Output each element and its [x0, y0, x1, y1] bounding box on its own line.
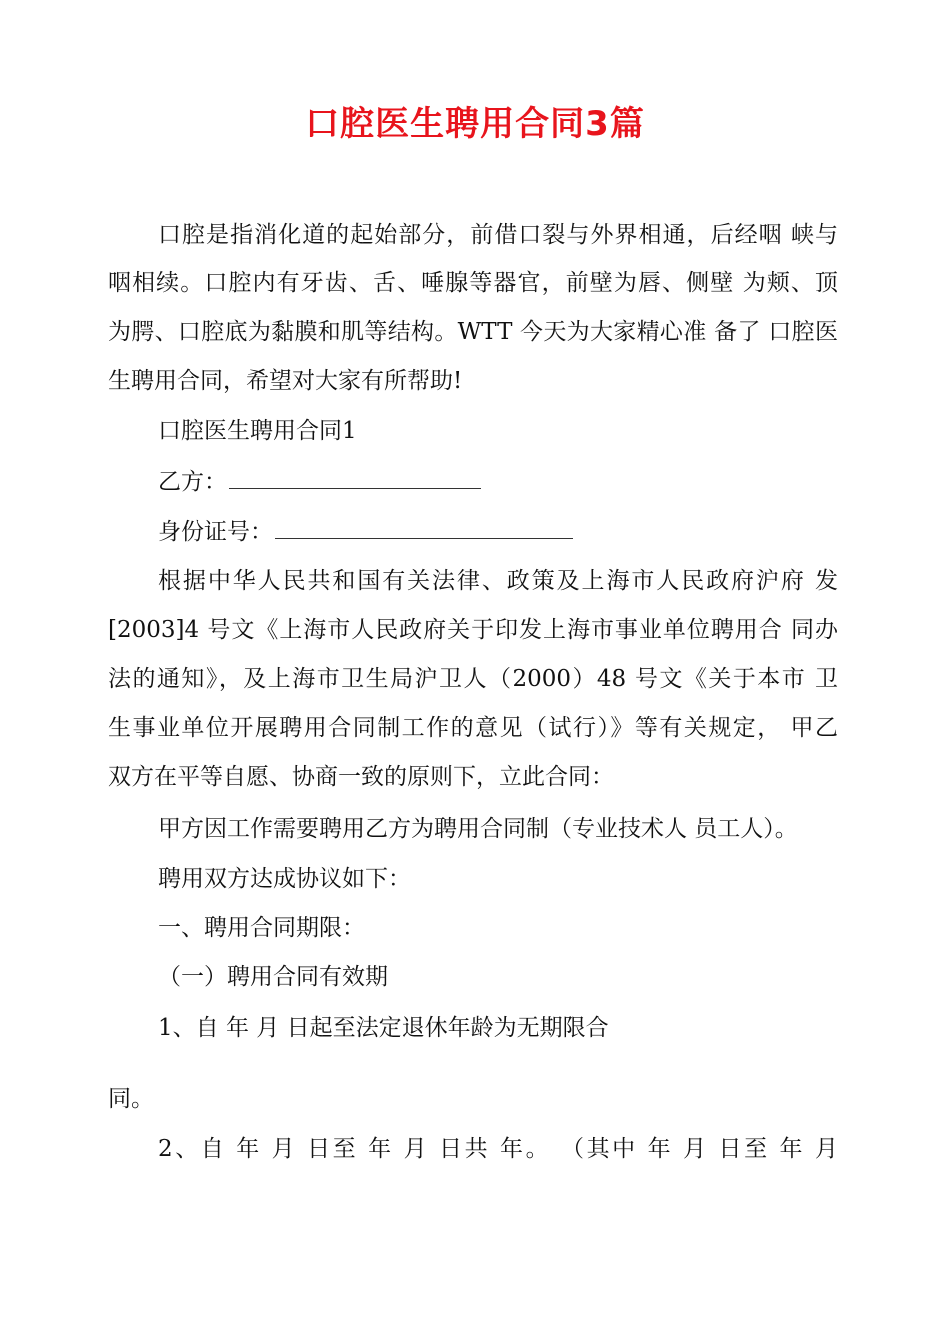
intro-line-2: 咽相续。口腔内有牙齿、舌、唾腺等器官，前壁为唇、侧壁 为颊、顶	[108, 270, 838, 296]
party-b-label: 乙方：	[158, 469, 227, 495]
basis-line-3: 法的通知》，及上海市卫生局沪卫人（2000）48 号文《关于本市 卫	[108, 666, 838, 692]
clause-1-heading: 一、聘用合同期限：	[158, 915, 365, 941]
document-title: 口腔医生聘用合同3篇	[305, 104, 645, 144]
basis-line-4: 生事业单位开展聘用合同制工作的意见（试行）》等有关规定， 甲乙	[108, 715, 838, 741]
agreement-intro: 聘用双方达成协议如下：	[158, 866, 411, 892]
intro-line-4: 生聘用合同，希望对大家有所帮助!	[108, 368, 463, 394]
item-1-line-1: 1、自 年 月 日起至法定退休年龄为无期限合	[158, 1015, 609, 1041]
item-2-line-1: 2、自 年 月 日至 年 月 日共 年。 （其中 年 月 日至 年 月	[158, 1136, 838, 1162]
employment-statement: 甲方因工作需要聘用乙方为聘用合同制（专业技术人 员工人）。	[158, 816, 798, 842]
id-number-blank	[275, 516, 573, 539]
id-number-row	[158, 516, 838, 547]
basis-line-2: [2003]4 号文《上海市人民政府关于印发上海市事业单位聘用合 同办	[108, 617, 838, 643]
party-b-blank	[229, 466, 481, 489]
id-number-label: 身份证号：	[158, 519, 273, 545]
intro-line-1: 口腔是指消化道的起始部分，前借口裂与外界相通，后经咽 峡与	[158, 222, 838, 248]
basis-line-1: 根据中华人民共和国有关法律、政策及上海市人民政府沪府 发	[158, 568, 838, 594]
section-heading: 口腔医生聘用合同1	[158, 418, 357, 444]
party-b-row	[158, 466, 838, 497]
intro-line-3: 为腭、口腔底为黏膜和肌等结构。WTT 今天为大家精心准 备了 口腔医	[108, 319, 838, 345]
clause-1-subheading: （一）聘用合同有效期	[158, 964, 388, 990]
basis-line-5: 双方在平等自愿、协商一致的原则下，立此合同：	[108, 764, 614, 790]
item-1-line-2: 同。	[108, 1086, 154, 1112]
